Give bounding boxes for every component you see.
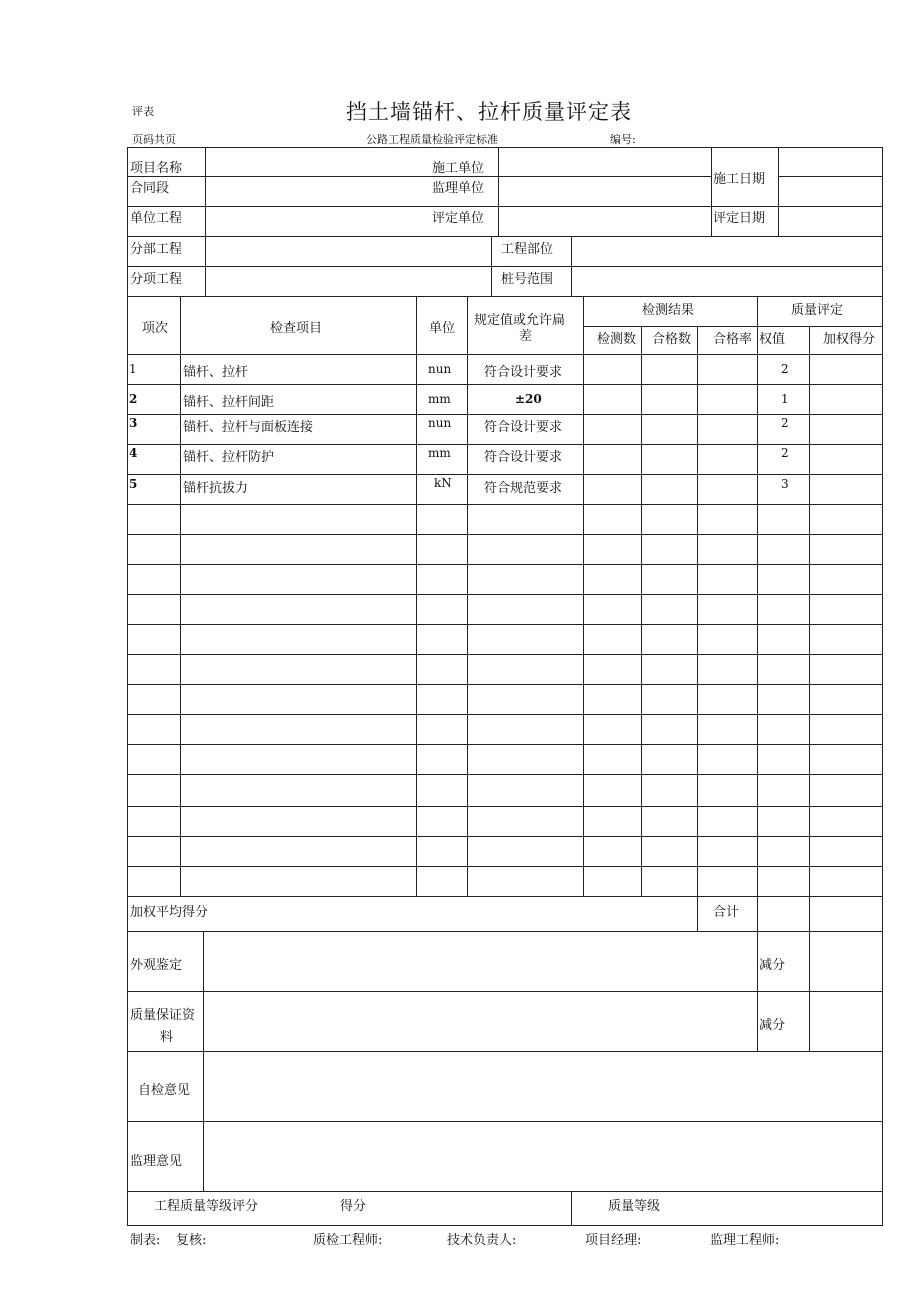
table-rule	[127, 296, 883, 297]
col-pass-count: 合格数	[652, 332, 692, 347]
table-rule	[757, 931, 758, 1051]
table-rule	[180, 296, 181, 896]
table-rule	[127, 504, 883, 505]
row-no: 5	[129, 477, 138, 491]
table-rule	[127, 896, 883, 897]
table-rule	[127, 1225, 883, 1226]
table-rule	[697, 326, 698, 896]
row-item: 锚杆抗拔力	[183, 481, 249, 496]
row-weight: 2	[781, 446, 789, 460]
table-rule	[711, 147, 712, 236]
label-division-project: 分部工程	[130, 242, 183, 257]
table-rule	[809, 896, 810, 931]
label-qa-docs-line2: 料	[160, 1030, 174, 1045]
page-info: 页码共页	[132, 133, 176, 146]
table-rule	[127, 444, 883, 445]
row-no: 1	[129, 362, 137, 376]
label-evaluation-unit: 评定单位	[432, 211, 485, 226]
table-rule	[127, 474, 883, 475]
table-rule	[491, 236, 492, 296]
standard-name: 公路工程质量检验评定标准	[366, 133, 498, 146]
col-spec-line1: 规定值或允许扁	[474, 313, 566, 328]
row-unit: kN	[434, 476, 452, 490]
label-score: 得分	[340, 1199, 367, 1214]
label-qa-docs-line1: 质量保证资	[130, 1008, 196, 1023]
label-self-check: 自检意见	[138, 1083, 191, 1098]
row-item: 锚杆、拉杆与面板连接	[183, 420, 314, 435]
table-rule	[127, 1191, 883, 1192]
table-rule	[203, 931, 204, 1051]
table-rule	[127, 594, 883, 595]
table-rule	[416, 296, 417, 896]
row-spec: 符合设计要求	[484, 365, 563, 380]
table-rule	[127, 836, 883, 837]
label-evaluation-date: 评定日期	[713, 211, 766, 226]
col-spec-line2: 差	[519, 329, 533, 344]
footer-supervising-engineer: 监理工程师:	[710, 1233, 780, 1248]
table-rule	[127, 744, 883, 745]
table-rule	[809, 326, 810, 896]
table-rule	[127, 684, 883, 685]
row-no: 2	[129, 392, 138, 406]
table-rule	[571, 1191, 572, 1225]
footer-technical-head: 技术负责人:	[447, 1233, 517, 1248]
table-rule	[583, 326, 883, 327]
table-rule	[498, 147, 499, 236]
row-spec: ±20	[515, 392, 542, 406]
table-rule	[127, 991, 883, 992]
row-item: 锚杆、拉杆	[183, 365, 249, 380]
table-rule	[809, 931, 810, 1051]
table-rule	[778, 176, 883, 177]
row-no: 4	[129, 446, 138, 460]
table-rule	[127, 806, 883, 807]
row-spec: 符合设计要求	[484, 450, 563, 465]
label-grade-eval: 工程质量等级评分	[154, 1199, 259, 1214]
table-rule	[127, 1121, 883, 1122]
table-rule	[127, 1051, 883, 1052]
table-rule	[127, 176, 712, 177]
table-rule	[467, 296, 468, 896]
form-label: 评表	[132, 105, 154, 118]
table-rule	[127, 384, 883, 385]
table-rule	[127, 774, 883, 775]
row-unit: mm	[428, 446, 451, 460]
table-rule	[127, 931, 883, 932]
table-rule	[127, 534, 883, 535]
table-rule	[127, 147, 128, 1226]
row-weight: 3	[781, 477, 789, 491]
label-construction-date: 施工日期	[713, 172, 766, 187]
label-total: 合计	[713, 905, 740, 920]
label-supervision-opinion: 监理意见	[130, 1154, 183, 1169]
page-title: 挡土墙锚杆、拉杆质量评定表	[346, 100, 632, 124]
label-deduct-appearance: 减分	[759, 958, 786, 973]
label-contract-section: 合同段	[130, 181, 170, 196]
table-rule	[127, 147, 883, 148]
table-rule	[203, 1051, 204, 1191]
table-rule	[127, 354, 883, 355]
label-appearance: 外观鉴定	[130, 958, 183, 973]
footer-project-manager: 项目经理:	[585, 1233, 642, 1248]
label-construction-unit: 施工单位	[432, 161, 485, 176]
label-project-name: 项目名称	[130, 161, 183, 176]
table-rule	[641, 326, 642, 896]
col-unit: 单位	[429, 321, 456, 336]
row-item: 锚杆、拉杆防护	[183, 450, 275, 465]
table-rule	[127, 414, 883, 415]
col-weighted-score: 加权得分	[823, 332, 876, 347]
row-unit: nun	[428, 362, 452, 376]
footer-reviewed-by: 复核:	[176, 1233, 207, 1248]
table-rule	[583, 296, 584, 896]
col-results: 检测结果	[642, 303, 695, 318]
table-rule	[127, 654, 883, 655]
table-rule	[127, 206, 883, 207]
col-quality-eval: 质量评定	[791, 303, 844, 318]
table-rule	[127, 714, 883, 715]
table-rule	[882, 147, 883, 1226]
table-rule	[127, 564, 883, 565]
table-rule	[697, 896, 698, 931]
label-deduct-qa: 减分	[759, 1018, 786, 1033]
table-rule	[127, 866, 883, 867]
table-rule	[778, 147, 779, 236]
col-pass-rate: 合格率	[713, 332, 753, 347]
footer-prepared-by: 制表:	[130, 1233, 161, 1248]
row-weight: 2	[781, 362, 789, 376]
label-weighted-avg: 加权平均得分	[130, 905, 209, 920]
label-quality-grade: 质量等级	[608, 1199, 661, 1214]
table-rule	[571, 236, 572, 296]
row-item: 锚杆、拉杆间距	[183, 395, 275, 410]
label-unit-project: 单位工程	[130, 211, 183, 226]
row-spec: 符合设计要求	[484, 420, 563, 435]
col-item-no: 项次	[142, 321, 169, 336]
label-station-range: 桩号范围	[501, 272, 554, 287]
footer-qc-engineer: 质检工程师:	[313, 1233, 383, 1248]
col-check-item: 检查项目	[270, 321, 323, 336]
table-rule	[757, 896, 758, 931]
row-weight: 2	[781, 416, 789, 430]
table-rule	[127, 624, 883, 625]
table-rule	[127, 266, 883, 267]
table-rule	[205, 147, 206, 296]
col-count: 检测数	[597, 332, 637, 347]
row-spec: 符合规范要求	[484, 481, 563, 496]
row-unit: nun	[428, 416, 452, 430]
col-weight: 权值	[759, 332, 786, 347]
row-weight: 1	[781, 392, 789, 406]
table-rule	[757, 296, 758, 896]
row-unit: mm	[428, 392, 451, 406]
row-no: 3	[129, 416, 138, 430]
label-supervision-unit: 监理单位	[432, 181, 485, 196]
label-subitem-project: 分项工程	[130, 272, 183, 287]
label-project-part: 工程部位	[501, 242, 554, 257]
table-rule	[127, 236, 883, 237]
number-label: 编号:	[610, 133, 636, 146]
